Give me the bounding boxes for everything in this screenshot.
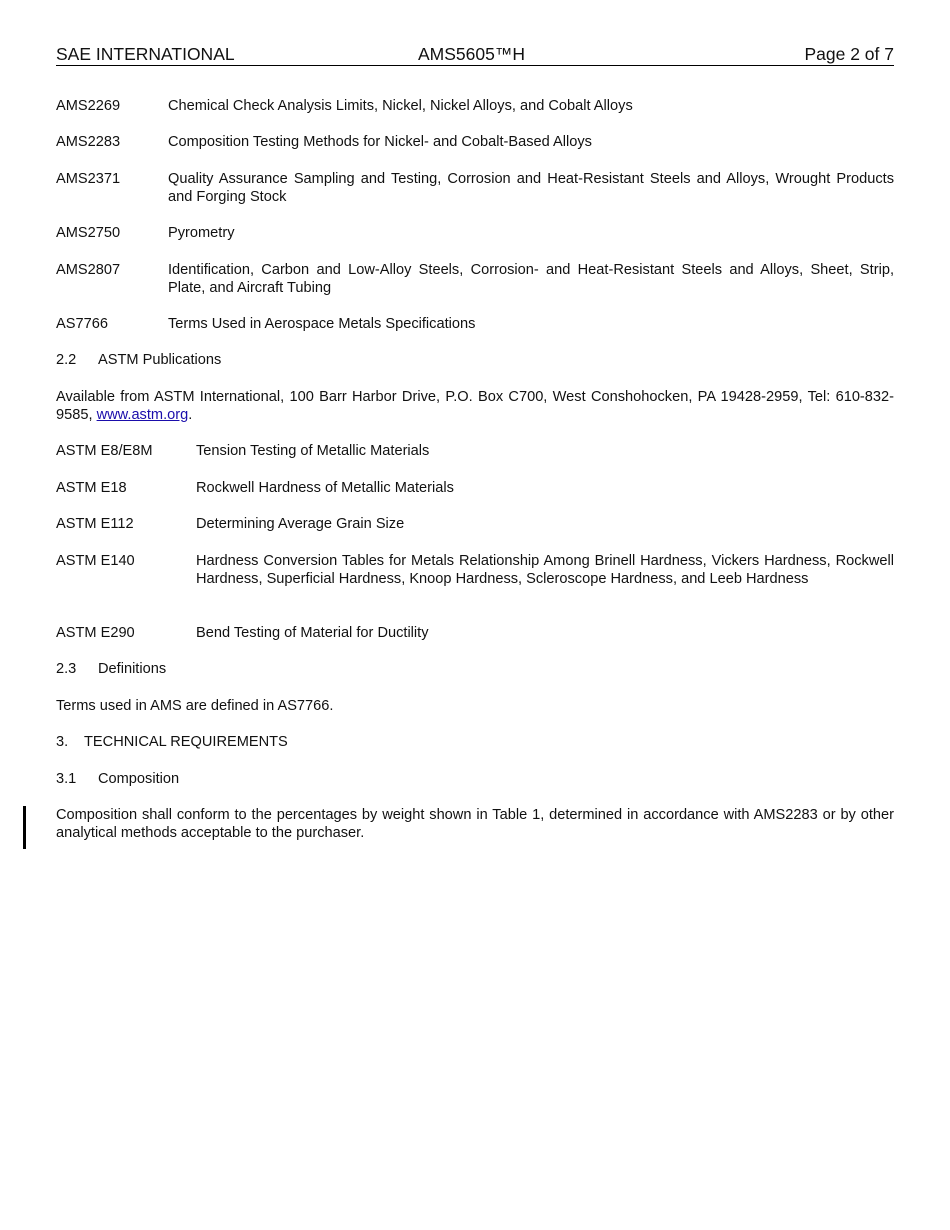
reference-entry [56, 134, 894, 152]
header-page-number: Page 2 of 7 [804, 44, 894, 64]
reference-entry [56, 316, 894, 334]
reference-title: Identification, Carbon and Low-Alloy Steels, Corrosion- and Heat-Resistant Steels and Alloys, Sheet, Strip, Plate, and Aircraft Tubing [168, 262, 894, 296]
availability-suffix: . [188, 406, 193, 423]
reference-title: Terms Used in Aerospace Metals Specifications [168, 316, 476, 332]
reference-code: ASTM E290 [56, 625, 135, 641]
availability-text: Available from ASTM International, 100 Barr Harbor Drive, P.O. Box C700, West Conshohocken, PA 19428-2959, Tel: 610-832-9585, [56, 389, 894, 423]
section-heading-3-1 [56, 771, 179, 789]
header-document-id: AMS5605™H [418, 44, 525, 64]
section-number: 2.3 [56, 661, 77, 677]
reference-code: AMS2750 [56, 225, 121, 241]
section-number: 3.1 [56, 771, 77, 787]
reference-entry [56, 98, 894, 116]
section-heading-2-3 [56, 661, 166, 679]
reference-title: Determining Average Grain Size [196, 516, 405, 532]
reference-entry [56, 171, 894, 206]
section-title: Composition [98, 771, 180, 787]
section-title: TECHNICAL REQUIREMENTS [84, 734, 288, 750]
reference-code: ASTM E8/E8M [56, 443, 153, 459]
reference-entry [56, 443, 894, 461]
reference-entry [56, 516, 894, 534]
astm-website-link[interactable]: www.astm.org [96, 406, 189, 423]
reference-code: ASTM E112 [56, 516, 134, 532]
section-number: 2.2 [56, 352, 77, 368]
reference-entry [56, 262, 894, 297]
reference-title: Bend Testing of Material for Ductility [196, 625, 429, 641]
reference-title: Rockwell Hardness of Metallic Materials [196, 480, 454, 496]
reference-title: Chemical Check Analysis Limits, Nickel, Nickel Alloys, and Cobalt Alloys [168, 98, 633, 114]
reference-code: AMS2807 [56, 262, 121, 278]
reference-title: Tension Testing of Metallic Materials [196, 443, 430, 459]
reference-title: Hardness Conversion Tables for Metals Relationship Among Brinell Hardness, Vickers Hardness, Rockwell Hardness, Superficial Hardness, Knoop Hardness, Scleroscope Hardness, and Leeb Hardness [196, 553, 894, 587]
section-heading-2-2 [56, 352, 221, 370]
reference-code: AMS2269 [56, 98, 121, 114]
reference-entry [56, 553, 894, 588]
section-heading-3 [56, 734, 288, 752]
definitions-paragraph: Terms used in AMS are defined in AS7766. [56, 698, 334, 714]
reference-title: Composition Testing Methods for Nickel- and Cobalt-Based Alloys [168, 134, 592, 150]
reference-entry [56, 480, 894, 498]
section-number: 3. [56, 734, 69, 750]
revision-change-bar [23, 806, 26, 849]
reference-code: ASTM E140 [56, 553, 135, 569]
reference-code: AS7766 [56, 316, 108, 332]
reference-entry [56, 625, 894, 643]
composition-paragraph: Composition shall conform to the percentages by weight shown in Table 1, determined in accordance with AMS2283 or by other analytical methods acceptable to the purchaser. [56, 807, 894, 841]
header-organization: SAE INTERNATIONAL [56, 44, 235, 64]
astm-availability-paragraph [56, 389, 894, 424]
section-title: Definitions [98, 661, 167, 677]
reference-title: Pyrometry [168, 225, 235, 241]
page-header [56, 44, 894, 66]
section-title: ASTM Publications [98, 352, 222, 368]
reference-code: AMS2371 [56, 171, 121, 187]
reference-code: AMS2283 [56, 134, 121, 150]
reference-entry [56, 225, 894, 243]
reference-title: Quality Assurance Sampling and Testing, Corrosion and Heat-Resistant Steels and Alloys, Wrought Products and Forging Stock [168, 171, 894, 205]
reference-code: ASTM E18 [56, 480, 127, 496]
